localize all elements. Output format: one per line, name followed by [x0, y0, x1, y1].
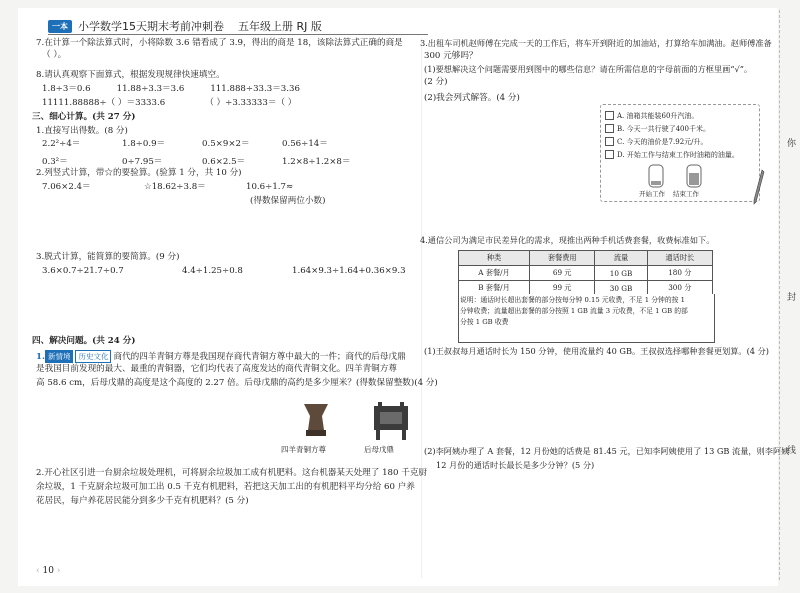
section-4-title: 四、解决问题。(共 24 分) [32, 336, 136, 346]
prob4-intro: 4.通信公司为满足市民差异化的需求，现推出两种手机话费套餐，收费标准如下。 [420, 235, 715, 245]
calc2-item: ☆18.62÷3.8＝ [144, 182, 206, 192]
prob4-sub2-line1: (2)李阿姨办理了 A 套餐，12 月份她的话费是 81.45 元，已知李阿姨使用了 13 GB 流量，则李阿姨 [424, 446, 790, 456]
four-ram-zun-image [304, 404, 328, 436]
q8-row1 [42, 84, 300, 95]
checkbox-b[interactable] [605, 124, 614, 133]
prob2-line1: 2.开心社区引进一台厨余垃圾处理机，可将厨余垃圾加工成有机肥料。这台机器某天处理了 180 千克厨 [36, 468, 428, 478]
prob2-line3: 花居民，每户养花居民能分到多少千克有机肥料？(5 分) [36, 496, 249, 506]
column-divider [421, 38, 422, 578]
prob4-sub1: (1)王叔叔每月通话时长为 150 分钟，使用流量约 40 GB。王叔叔选择哪种套餐更划算。(4 分) [424, 346, 769, 356]
calc2-title: 2.列竖式计算，带☆的要验算。(验算 1 分，共 10 分) [36, 168, 242, 178]
prob4-sub2-line2: 12 月份的通话时长最长是多少分钟？(5 分) [436, 460, 595, 470]
end-gauge-caption: 结束工作 [673, 190, 699, 198]
prob3-sub1: (1)要想解决这个问题需要用到图中的哪些信息？请在所需信息的字母前面的方框里画“√”。 [424, 64, 753, 74]
calc1-title: 1.直接写出得数。(8 分) [36, 126, 128, 136]
option-d[interactable]: D. 开始工作与结束工作时油箱的油量。 [601, 148, 759, 161]
gauge-captions [639, 189, 699, 198]
calc1-item: 0.3²＝ [42, 157, 68, 167]
calc3-item: 4.4÷1.25÷0.8 [182, 266, 243, 276]
checkbox-c[interactable] [605, 137, 614, 146]
table-note: 说明：通话时长超出套餐的部分按每分钟 0.15 元收费，不足 1 分钟的按 1 分钟收费；流量超出套餐的部分按照 1 GB 流量 3 元收费，不足 1 GB 的部 分按 1 GB 收费 [458, 294, 715, 343]
q8-title: 8.请认真观察下面算式，根据发现规律快速填空。 [36, 70, 225, 80]
table-header: 流量 [595, 251, 647, 266]
calc2-note: (得数保留两位小数) [250, 196, 326, 206]
q8-eq2: 11.88÷3.3＝3.6 [116, 84, 185, 94]
book-title: 小学数学15天期末考前冲刺卷 [78, 20, 224, 33]
header [48, 18, 322, 34]
prob1-text1: 商代的四羊青铜方尊是我国现存商代青铜方尊中最大的一件；商代的后母戊鼎 [113, 352, 406, 362]
q8-eq3: 111.888÷33.3＝3.36 [210, 84, 300, 94]
ding-caption: 后母戊鼎 [364, 445, 394, 454]
calc3-item: 3.6×0.7÷21.7÷0.7 [42, 266, 124, 276]
pencil-icon [752, 168, 766, 208]
prob3-sub2: (2)我会列式解答。(4 分) [424, 93, 520, 103]
prob1-line2: 是我国目前发现的最大、最重的青铜器，它们均代表了高度发达的商代青铜文化。四羊青铜方尊 [36, 364, 397, 374]
prob3-line2: 300 元够吗？ [424, 51, 478, 61]
q8-row2 [42, 98, 296, 109]
fuel-gauges [639, 163, 719, 189]
tag-new-context: 新情境 [45, 350, 74, 363]
checkbox-d[interactable] [605, 150, 614, 159]
section-3-title: 三、细心计算。(共 27 分) [32, 112, 136, 122]
calc3-item: 1.64×9.3÷1.64+0.36×9.3 [292, 266, 406, 276]
option-c[interactable]: C. 今天的油价是7.92元/升。 [601, 135, 759, 148]
start-gauge-caption: 开始工作 [639, 190, 665, 198]
table-header-row [459, 251, 713, 266]
table-header: 套餐费用 [530, 251, 595, 266]
page-number-value: 10 [42, 566, 54, 576]
edition-label: 五年级上册 RJ 版 [238, 20, 322, 33]
checkbox-a[interactable] [605, 111, 614, 120]
calc2-grid [42, 182, 366, 193]
table-header: 通话时长 [647, 251, 712, 266]
calc1-item: 0.6×2.5＝ [202, 157, 246, 167]
table-header: 种类 [459, 251, 530, 266]
q8-blank2: （ ）÷3.33333＝（ ） [205, 98, 297, 108]
calc3-grid [42, 266, 442, 277]
calc1-item: 0.5×9×2＝ [202, 139, 250, 149]
calc1-item: 1.8÷0.9＝ [122, 139, 166, 149]
calc1-item: 1.2×8÷1.2×8＝ [282, 157, 351, 167]
calc2-item: 10.6÷1.7≈ [246, 182, 294, 192]
binding-text: 你 [786, 139, 796, 149]
q8-blank1: 11111.88888÷（ ）＝3333.6 [42, 98, 166, 108]
brand-logo: 一本 [48, 20, 72, 33]
prob1-line3: 高 58.6 cm，后母戊鼎的高度是这个高度的 2.27 倍。后母戊鼎的高约是多少厘米？(得数保留整数)(4 分) [36, 378, 438, 388]
prob1-line1: 1. 新情境 历史文化 商代的四羊青铜方尊是我国现存商代青铜方尊中最大的一件；商代的后母戊鼎 [36, 352, 406, 362]
bronze-vessels-illustration [286, 400, 426, 442]
option-a[interactable]: A. 油箱共能装60升汽油。 [601, 109, 759, 122]
houmuwu-ding-image [374, 402, 408, 440]
table-row: B 套餐/月 99 元 30 GB 300 分 [459, 281, 713, 296]
prob3-line1: 3.出租车司机赵师傅在完成一天的工作后，将车开到附近的加油站，打算给车加满油。赵师傅准备 [420, 38, 772, 48]
calc1-item: 2.2²÷4＝ [42, 139, 81, 149]
zun-caption: 四羊青铜方尊 [281, 445, 326, 454]
plan-fee-table [458, 250, 713, 296]
prob2-line2: 余垃圾，1 千克厨余垃圾可加工出 0.5 千克有机肥料，若把这天加工出的有机肥料平均分给 60 户养 [36, 482, 415, 492]
calc1-item: 0.56÷14＝ [282, 139, 328, 149]
tag-history: 历史文化 [75, 350, 111, 363]
option-b[interactable]: B. 今天一共行驶了400千米。 [601, 122, 759, 135]
calc1-item: 0÷7.95＝ [122, 157, 163, 167]
binding-line [779, 10, 780, 580]
prob3-sub1-score: (2 分) [424, 77, 448, 87]
binding-text: 封 [786, 293, 796, 303]
calc2-item: 7.06×2.4＝ [42, 182, 91, 192]
header-rule [48, 34, 428, 35]
q8-eq1: 1.8÷3＝0.6 [42, 84, 91, 94]
page-number: ‹ 10 › [36, 566, 61, 576]
table-row: A 套餐/月 69 元 10 GB 180 分 [459, 266, 713, 281]
calc1-grid [42, 139, 362, 168]
calc3-title: 3.脱式计算，能简算的要简算。(9 分) [36, 252, 180, 262]
binding-text: 线 [786, 446, 796, 456]
info-options-panel [600, 104, 760, 202]
q7-line1: 7.在计算一个除法算式时，小将除数 3.6 错看成了 3.9，得出的商是 18，该除法算式正确的商是 [36, 38, 403, 48]
q7-line2: （ ）。 [42, 50, 67, 60]
